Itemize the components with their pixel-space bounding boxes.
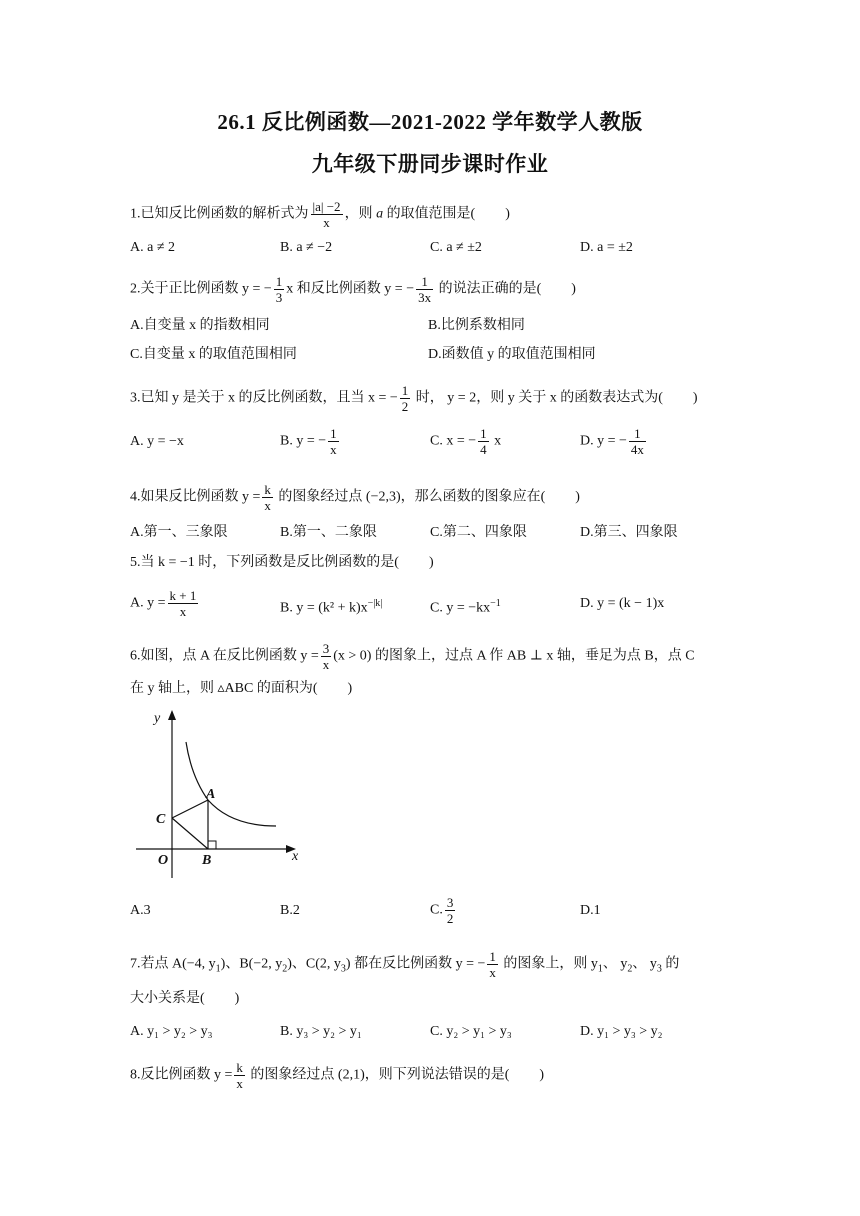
fraction: $\frac{1}{4x}$ — [630, 426, 644, 457]
fraction: $\frac{3}{2}$ — [446, 895, 454, 926]
question-7-stem-line1: 7.若点 A(−4, $y_1$)、B(−2, $y_2$)、C(2, $y_3$) 都在反比例函数 y = − $\frac{1}{x}$ 的图象上，则 $y_1$、 $y_2$、 $y_3$ 的 — [130, 949, 680, 980]
question-5-stem: 5.当 k = −1 时，下列函数是反比例函数的是( ) — [130, 555, 434, 570]
fraction: $\frac{|a| -2}{x}$ — [312, 199, 341, 230]
option-d: D.第三、四象限 — [580, 525, 678, 540]
option-c: C. $\frac{3}{2}$ — [430, 895, 454, 926]
question-3-options — [130, 426, 750, 462]
right-angle-mark — [208, 841, 216, 849]
option-a: A.3 — [130, 903, 151, 918]
option-d: D. y₁ > y₃ > y₂ — [580, 1024, 663, 1039]
option-c: C. $y = -kx^{-1}$ — [430, 598, 501, 616]
option-b: B. $y = (k^2 + k)x^{-|k|}$ — [280, 598, 383, 616]
question-1-stem: 1.已知反比例函数的解析式为 $\frac{|a| -2}{x}$ ，则 a 的取值范围是( ) — [130, 199, 510, 230]
segment-ca — [172, 800, 208, 818]
fraction: $\frac{1}{2}$ — [401, 383, 409, 414]
question-4-stem: 4.如果反比例函数 y = $\frac{k}{x}$ 的图象经过点 (−2,3)，那么函数的图象应在( ) — [130, 482, 580, 513]
document-subtitle: 九年级下册同步课时作业 — [311, 152, 549, 176]
option-c: C.自变量 x 的取值范围相同 — [130, 347, 297, 362]
question-6-options — [130, 895, 750, 931]
question-2-options-row2 — [130, 345, 750, 375]
document-title: 26.1 反比例函数—2021-2022 学年数学人教版 — [217, 110, 643, 134]
option-a: A. y = −x — [130, 434, 184, 449]
question-3-stem: 3.已知 y 是关于 x 的反比例函数，且当 x = − $\frac{1}{2}$ 时， y = 2，则 y 关于 x 的函数表达式为( ) — [130, 383, 698, 414]
label-a: A — [206, 787, 216, 802]
label-b: B — [202, 853, 212, 868]
option-a: A.第一、三象限 — [130, 525, 228, 540]
option-b: B.比例系数相同 — [428, 318, 525, 333]
hyperbola-curve — [186, 742, 276, 826]
option-d: D. y = − $\frac{1}{4x}$ — [580, 426, 644, 457]
label-c: C — [156, 812, 166, 827]
label-x: x — [292, 849, 299, 864]
option-a: A. y = $\frac{k + 1}{x}$ — [130, 588, 197, 619]
option-b: B.第一、二象限 — [280, 525, 377, 540]
question-4-options — [130, 523, 750, 553]
question-6-stem-line2: 在 y 轴上，则 ▵ABC 的面积为( ) — [130, 681, 353, 696]
option-c: C. a ≠ ±2 — [430, 240, 482, 255]
label-y: y — [154, 711, 161, 726]
option-d: D.函数值 y 的取值范围相同 — [428, 347, 596, 362]
question-5-options — [130, 588, 750, 624]
fraction: $\frac{k + 1}{x}$ — [169, 588, 197, 619]
option-d: D. y = (k − 1)x — [580, 596, 665, 611]
question-7-options — [130, 1022, 750, 1052]
option-b: B. y₃ > y₂ > y₁ — [280, 1024, 362, 1039]
fraction: $\frac{1}{4}$ — [480, 426, 487, 457]
fraction: $\frac{1}{x}$ — [489, 949, 496, 980]
fraction: $\frac{1}{3x}$ — [418, 274, 432, 305]
hyperbola-figure — [130, 706, 310, 881]
option-c: C. y₂ > y₁ > y₃ — [430, 1024, 512, 1039]
option-a: A. a ≠ 2 — [130, 240, 176, 255]
question-7-stem-line2: 大小关系是( ) — [130, 991, 240, 1006]
question-2-stem: 2.关于正比例函数 y = − $\frac{1}{3}$ x 和反比例函数 y = − $\frac{1}{3x}$ 的说法正确的是( ) — [130, 274, 576, 305]
option-a: A.自变量 x 的指数相同 — [130, 318, 270, 333]
question-1-options — [130, 238, 750, 268]
option-d: D.1 — [580, 903, 601, 918]
fraction: $\frac{k}{x}$ — [264, 482, 271, 513]
option-d: D. a = ±2 — [580, 240, 633, 255]
option-b: B.2 — [280, 903, 300, 918]
fraction: $\frac{1}{3}$ — [275, 274, 283, 305]
fraction: $\frac{3}{x}$ — [322, 641, 330, 672]
question-2-options-row1 — [130, 316, 750, 346]
option-a: A. y₁ > y₂ > y₃ — [130, 1024, 213, 1039]
fraction: $\frac{k}{x}$ — [236, 1060, 243, 1091]
option-c: C.第二、四象限 — [430, 525, 527, 540]
question-8-stem: 8.反比例函数 y = $\frac{k}{x}$ 的图象经过点 (2,1)，则下列说法错误的是( ) — [130, 1060, 545, 1091]
fraction: $\frac{1}{x}$ — [330, 426, 337, 457]
option-b: B. a ≠ −2 — [280, 240, 333, 255]
question-6-stem-line1: 6.如图，点 A 在反比例函数 y = $\frac{3}{x}$ (x > 0) 的图象上，过点 A 作 AB ⊥ x 轴，垂足为点 B，点 C — [130, 641, 695, 672]
segment-cb — [172, 818, 208, 849]
label-o: O — [158, 853, 169, 868]
option-c: C. x = − $\frac{1}{4}$ x — [430, 426, 502, 457]
option-b: B. y = − $\frac{1}{x}$ — [280, 426, 337, 457]
y-axis-arrow — [168, 710, 176, 720]
